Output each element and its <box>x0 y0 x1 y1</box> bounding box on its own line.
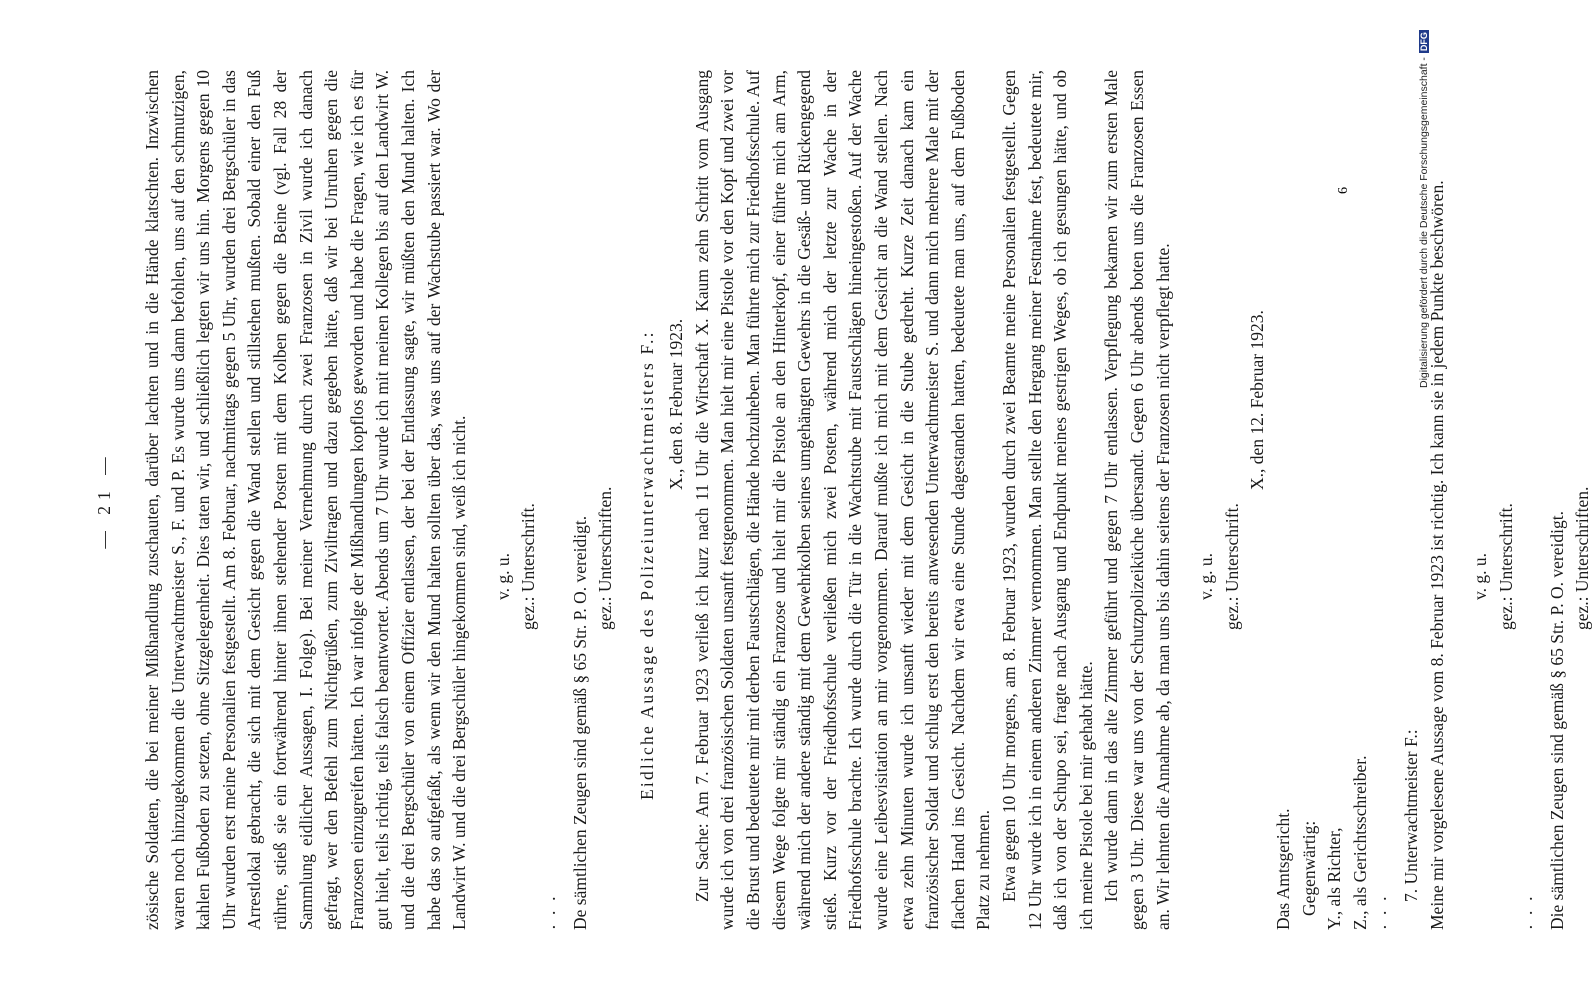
date-line: X., den 8. Februar 1923. <box>666 318 687 490</box>
signatures-gez: gez.: Unterschriften. <box>1572 486 1593 630</box>
signature-gez: gez.: Unterschrift. <box>1495 503 1516 630</box>
paragraph-ich: Ich wurde dann in das alte Zimmer geführt und gegen 7 Uhr entlassen. Verpflegung bekamen wir zum ersten Male gegen 3 Uhr. Diese war uns von der Schutzpolizeiküche übersandt. Gegen 6 Uhr abends boten uns die Franzosen Essen an. Wir lehnten die Annahme ab, da man uns bis dahin seitens der Franzosen nicht verpflegt hatte. <box>1101 70 1173 930</box>
dfg-logo: DFG <box>1419 32 1429 52</box>
ellipsis: · · · <box>543 893 564 930</box>
court-name: Das Amtsgericht. <box>1272 808 1293 930</box>
paragraph-continuation: zösische Soldaten, die bei meiner Mißhandlung zuschauten, darüber lachten und in die Hände klatschten. Inzwischen waren noch hinzugekommen die Unterwachtmeister S., F. und P. Es wurde uns dann befohlen, uns auf den schmutzigen, kahlen Fußboden zu setzen, ohne Sitzgelegenheit. Dies taten wir, und schließlich legten wir uns hin. Morgens gegen 10 Uhr wurden erst meine Personalien festgestellt. Am 8. Februar, nachmittags gegen 5 Uhr, wurden drei Bergschüler in das Arrestlokal gebracht, die sich mit dem Gesicht gegen die Wand stellen und stillstehen mußten. Sobald einer den Fuß rührte, stieß sie ein fortwährend hinter ihnen stehender Posten mit dem Kolben gegen die Beine (vgl. Fall 28 der Sammlung eidlicher Aussagen, I. Folge). Bei meiner Vernehmung durch zwei Franzosen in Zivil wurde ich danach gefragt, wer den Befehl zum Nichtgrüßen, zum Ziviltragen und dazu gegeben hätte, daß wir bei Unruhen gegen die Franzosen einzugreifen hätten. Ich war infolge der Mißhandlungen kopflos geworden und habe die Fragen, wie ich es für gut hielt, teils richtig, teils falsch beantwortet. Abends um 7 Uhr wurde ich mit meinen Kollegen bis auf den Landwirt W. und die drei Bergschüler von einem Offizier entlassen, der bei der Entlassung sagte, wir müßten den Mund halten. Ich habe das so aufgefaßt, als wenn wir den Mund halten sollten über das, was uns auf der Wachstube passiert war. Wo der Landwirt W. und die drei Bergschüler hingekommen sind, weiß ich nicht. <box>142 70 470 930</box>
ellipsis: · · · <box>1375 893 1396 930</box>
witness-heading: 7. Unterwachtmeister F.: <box>1400 729 1421 902</box>
court-judge: Y., als Richter, <box>1324 827 1345 930</box>
signature-mark: 6 <box>1336 187 1351 194</box>
ellipsis: · · · <box>1521 893 1542 930</box>
rotated-document <box>94 70 1593 930</box>
witness-statement: Meine mir vorgelesene Aussage vom 8. Februar 1923 ist richtig. Ich kann sie in jedem Punkte beschwören. <box>1426 180 1447 930</box>
court-present: Gegenwärtig: <box>1298 820 1319 916</box>
paragraph-etwa: Etwa gegen 10 Uhr morgens, am 8. Februar 1923, wurden durch zwei Beamte meine Personalien festgestellt. Gegen 12 Uhr wurde ich in einem anderen Zimmer vernommen. Man stellte den Hergang meiner Festnahme fest, bedeutete mir, daß ich von der Schupo sei, fragte nach Ausgang und Endpunkt meines gestrigen Weges, ob ich gesungen hätte, und ob ich meine Pistole bei mir gehabt hätte. <box>999 70 1096 930</box>
signature-vgu: v. g. u. <box>1470 553 1491 600</box>
oath-statement: Die sämtlichen Zeugen sind gemäß § 65 Str. P. O. vereidigt. <box>1546 511 1567 930</box>
court-clerk: Z., als Gerichtsschreiber. <box>1349 755 1370 930</box>
signatures-gez: gez.: Unterschriften. <box>595 486 616 630</box>
digitization-note-text: Digitalisierung gefördert durch die Deutsche Forschungsgemeinschaft - <box>1418 57 1430 388</box>
section-heading: Eidliche Aussage des Polizeiunterwachtmeisters F.: <box>636 330 657 800</box>
signature-vgu: v. g. u. <box>1196 553 1217 600</box>
date-line: X., den 12. Februar 1923. <box>1247 310 1268 490</box>
oath-statement: De sämtlichen Zeugen sind gemäß § 65 Str. P. O. vereidigt. <box>569 515 590 930</box>
paragraph-zur-sache: Zur Sache: Am 7. Februar 1923 verließ ich kurz nach 11 Uhr die Wirtschaft X. Kaum zehn Schritt vom Ausgang wurde ich von drei französischen Soldaten unsanft festgenommen. Man hielt mir eine Pistole vor den Kopf und zwei vor die Brust und bedeutete mir mit derben Faustschlägen, die Hände hochzuheben. Man führte mich zur Friedhofsschule. Auf diesem Wege folgte mir ständig ein Franzose und hielt mir die Pistole an den Hinterkopf, einer führte mich am Arm, während mich der andere ständig mit dem Gewehrkolben seines umgehängten Gewehrs in die Gesäß- und Rückengegend stieß. Kurz vor der Friedhofsschule verließen mich zwei Posten, während mich der letzte zur Wache in der Friedhofsschule brachte. Ich wurde durch die Tür in die Wachtstube mit Faustschlägen hineingestoßen. Auf der Wache wurde eine Leibesvisitation an mir vorgenommen. Darauf mußte ich mich mit dem Gesicht an die Wand stellen. Nach etwa zehn Minuten wurde ich unsanft wieder mit dem Gesicht in die Stube gedreht. Kurze Zeit danach kam ein französischer Soldat und schlug erst den bereits anwesenden Unterwachtmeister S. und dann mich mehrere Male mit der flachen Hand ins Gesicht. Nachdem wir etwa eine Stunde dagestanden hatten, bedeutete man uns, auf dem Fußboden Platz zu nehmen. <box>691 70 994 930</box>
signature-gez: gez.: Unterschrift. <box>518 503 539 630</box>
signature-vgu: v. g. u. <box>492 553 513 600</box>
page-number: — 21 — <box>94 451 114 549</box>
signature-gez: gez.: Unterschrift. <box>1221 503 1242 630</box>
digitization-note <box>1418 30 1430 388</box>
